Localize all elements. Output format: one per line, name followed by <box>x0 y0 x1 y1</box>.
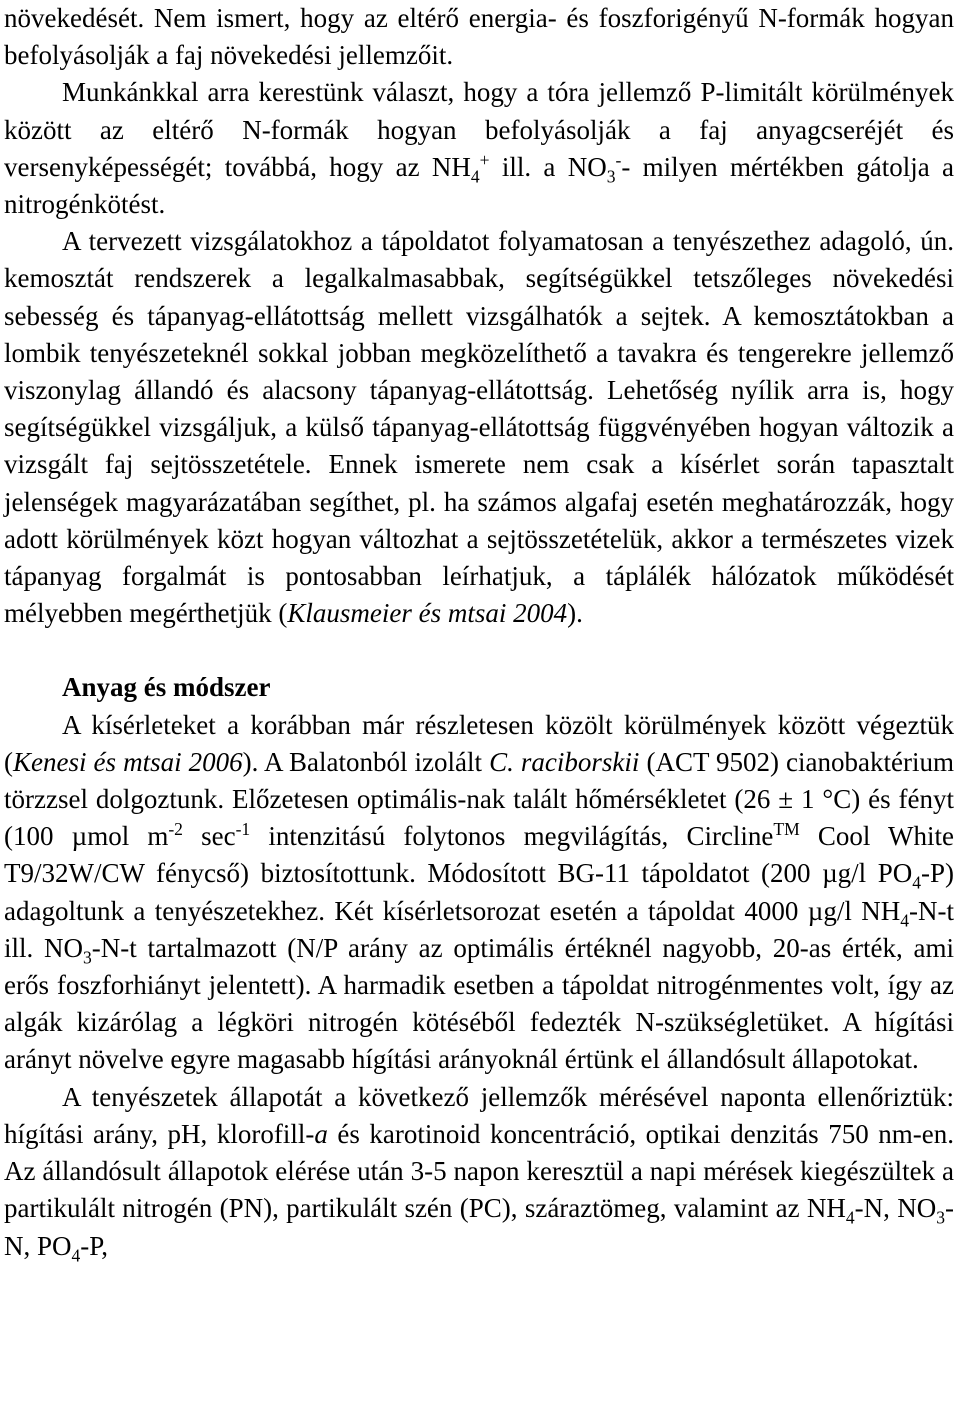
section-heading: Anyag és módszer <box>62 672 271 703</box>
superscript: -2 <box>168 819 183 840</box>
italic-text: Kenesi és mtsai 2006 <box>13 746 243 777</box>
superscript: + <box>479 149 490 170</box>
text-run: ). A Balatonból izolált <box>242 746 490 777</box>
superscript: TM <box>773 819 800 840</box>
text-run: A tenyészetek állapotát a következő jellemzők mérésével naponta ellenőriztük: hígítási arány, pH, klorofill- <box>4 1081 954 1149</box>
text-run: A tervezett vizsgálatokhoz a tápoldatot folyamatosan a tenyészethez adagoló, ún. kemosztát rendszerek a legalkalmasabbak, segítségükkel tetszőleges növekedési sebesség és tápanyag-ellátottság mellett vizsgálhatók a sejtek. A kemosztátokban a lombik tenyészeteknél sokkal jobban megközelíthető a tavakra és tengerekre jellemző viszonylag állandó és alacsony tápanyag-ellátottság. Lehetőség nyílik arra is, hogy segítségükkel vizsgáljuk, a külső tápanyag-ellátottság függvényében hogyan változik a vizsgált faj sejtösszetétele. Ennek ismerete nem csak a kísérlet során tapasztalt jelenségek magyarázatában segíthet, pl. ha számos algafaj esetén meghatározzák, hogy adott körülmények közt hogyan változhat a sejtösszetételük, akkor a természetes vizek tápanyag forgalmát is pontosabban leírhatjuk, a táplálék hálózatok működését mélyebben megérthetjük ( <box>4 226 954 629</box>
methods-paragraph <box>4 707 954 1079</box>
text-run: intenzitású folytonos megvilágítás, Circline <box>250 821 774 852</box>
section-spacer <box>4 632 954 669</box>
subscript: 4 <box>912 872 921 893</box>
text-run: sec <box>182 821 236 852</box>
subscript: 4 <box>71 1244 81 1265</box>
text-run: -P, <box>80 1230 109 1261</box>
text-run: és karotinoid koncentráció, optikai denzitás 750 nm-en. Az állandósult állapotok elérése után 3-5 napon keresztül a napi mérések kiegészültek a partikulált nitrogén (PN), partikulált szén (PC), száraztömeg, valamint az NH <box>4 1118 954 1224</box>
body-text-top <box>4 0 954 632</box>
text-run: -P) adagoltunk a tenyészetekhez. Két kísérletsorozat esetén a tápoldat 4000 µg/l NH <box>4 858 954 926</box>
subscript: 4 <box>470 166 480 187</box>
text-run: -N-t tartalmazott (N/P arány az optimális értéknél nagyobb, 20-as érték, ami erős foszforhiányt jelentett). A harmadik esetben a tápoldat nitrogénmentes volt, így az algák kizárólag a légköri nitrogén kötéséből fedezték N-szükségletüket. A hígítási arányt növelve egyre magasabb hígítási arányoknál értünk el állandósult állapotokat. <box>4 932 954 1075</box>
italic-text: a <box>314 1118 328 1149</box>
subscript: 4 <box>845 1207 855 1228</box>
text-run: ). <box>567 598 583 629</box>
subscript: 3 <box>936 1207 945 1228</box>
intro-paragraph <box>4 0 954 74</box>
aims-paragraph <box>4 74 954 223</box>
text-run: A kísérleteket a korábban már részletesen közölt körülmények között végeztük ( <box>4 709 954 777</box>
subscript: 3 <box>606 166 616 187</box>
subscript: 3 <box>83 947 92 968</box>
text-run: (ACT 9502) cianobaktérium törzzsel dolgoztunk. Előzetesen optimális-nak talált hőmérsékletet (26 ± 1 °C) és fényt (100 µmol m <box>4 746 954 852</box>
text-run: ill. a NO <box>489 151 607 182</box>
chemostat-paragraph <box>4 223 954 632</box>
text-run: -N-t ill. NO <box>4 895 954 963</box>
text-run: -N, NO <box>854 1193 937 1224</box>
text-run: Munkánkkal arra kerestünk választ, hogy a tóra jellemző P-limitált körülmények között az eltérő N-formák hogyan befolyásolják a faj anyagcseréjét és versenyképességét; továbbá, hogy az NH <box>4 77 954 182</box>
superscript: -1 <box>235 819 251 840</box>
subscript: 4 <box>900 910 910 931</box>
text-run: - milyen mértékben gátolja a nitrogénkötést. <box>4 151 954 220</box>
italic-text: Klausmeier és mtsai 2004 <box>287 598 568 629</box>
italic-text: C. raciborskii <box>489 746 640 777</box>
text-run: -N, PO <box>4 1193 954 1261</box>
body-text-methods <box>4 707 954 1265</box>
text-run: növekedését. Nem ismert, hogy az eltérő energia- és foszforigényű N-formák hogyan befolyásolják a faj növekedési jellemzőit. <box>4 3 954 71</box>
measurements-paragraph <box>4 1079 954 1265</box>
superscript: - <box>615 149 622 170</box>
text-run: Cool White T9/32W/CW fénycső) biztosítottunk. Módosított BG-11 tápoldatot (200 µg/l PO <box>4 821 954 889</box>
